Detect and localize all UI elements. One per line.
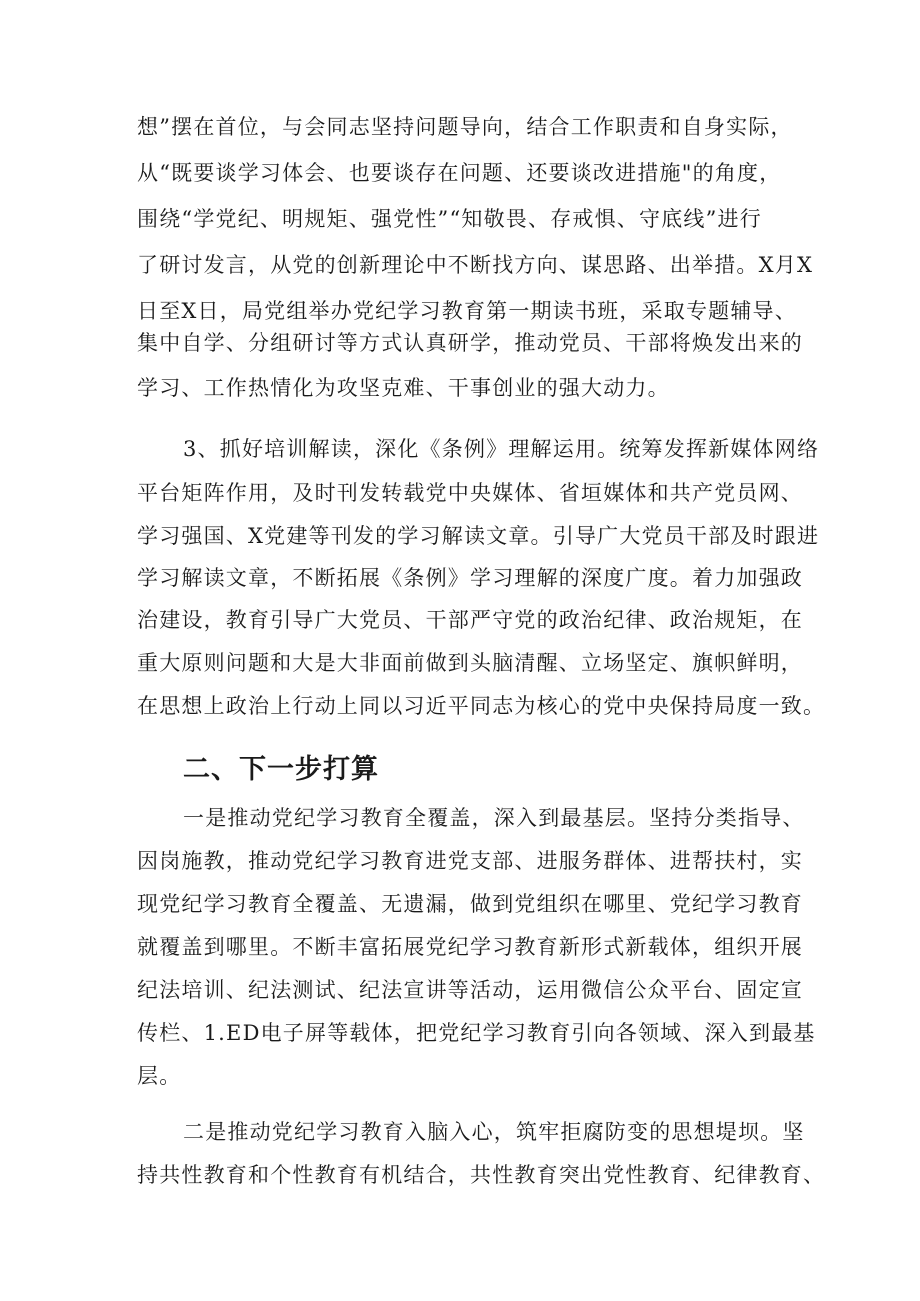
text-line: 传栏、1.ED电子屏等载体，把党纪学习教育引向各领域、深入到最基 xyxy=(137,1021,816,1045)
text-line: 3、抓好培训解读，深化《条例》理解运用。统筹发挥新媒体网络 xyxy=(183,437,820,461)
text-line: 二是推动党纪学习教育入脑入心，筑牢拒腐防变的思想堤坝。坚 xyxy=(183,1120,805,1144)
text-line: 在思想上政治上行动上同以习近平同志为核心的党中央保持局度一致。 xyxy=(137,694,826,718)
text-line: 学习解读文章，不断拓展《条例》学习理解的深度广度。着力加强政 xyxy=(137,566,803,590)
text-line: 想”摆在首位，与会同志坚持问题导向，结合工作职责和自身实际， xyxy=(137,115,793,139)
text-line: 从“既要谈学习体会、也要谈存在问题、还要谈改进措施"的角度， xyxy=(137,161,782,185)
text-line: 了研讨发言，从党的创新理论中不断找方向、谋思路、出举措。X月X xyxy=(137,253,814,277)
text-line: 围绕“学党纪、明规矩、强党性”“知敬畏、存戒惧、守底线”进行 xyxy=(137,207,762,231)
text-line: 重大原则问题和大是大非面前做到头脑清醒、立场坚定、旗帜鲜明， xyxy=(137,651,803,675)
text-line: 就覆盖到哪里。不断丰富拓展党纪学习教育新形式新载体，组织开展 xyxy=(137,935,803,959)
text-line: 日至X日，局党组举办党纪学习教育第一期读书班，采取专题辅导、 xyxy=(137,299,797,323)
text-line: 层。 xyxy=(137,1064,182,1088)
text-line: 纪法培训、纪法测试、纪法宣讲等活动，运用微信公众平台、固定宣 xyxy=(137,978,803,1002)
text-line: 集中自学、分组研讨等方式认真研学，推动党员、干部将焕发出来的 xyxy=(137,331,803,355)
text-line: 因岗施教，推动党纪学习教育进党支部、进服务群体、进帮扶村，实 xyxy=(137,849,803,873)
text-line: 平台矩阵作用，及时刊发转载党中央媒体、省垣媒体和共产党员网、 xyxy=(137,481,803,505)
text-line: 学习强国、X党建等刊发的学习解读文章。引导广大党员干部及时跟进 xyxy=(137,524,820,548)
section-heading: 二、下一步打算 xyxy=(183,754,379,785)
text-line: 学习、工作热情化为攻坚克难、干事创业的强大动力。 xyxy=(137,376,670,400)
text-line: 治建设，教育引导广大党员、干部严守党的政治纪律、政治规矩，在 xyxy=(137,608,803,632)
text-line: 一是推动党纪学习教育全覆盖，深入到最基层。坚持分类指导、 xyxy=(183,806,805,830)
text-line: 持共性教育和个性教育有机结合，共性教育突出党性教育、纪律教育、 xyxy=(137,1163,826,1187)
text-line: 现党纪学习教育全覆盖、无遗漏，做到党组织在哪里、党纪学习教育 xyxy=(137,892,803,916)
